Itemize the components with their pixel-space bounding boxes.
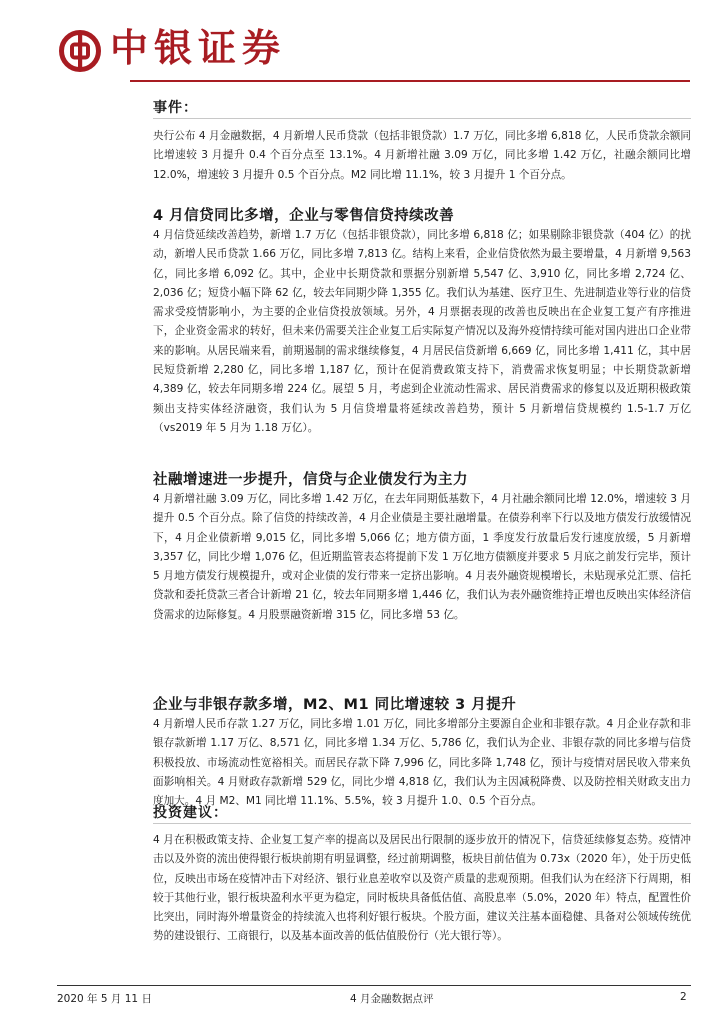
page-header (0, 0, 724, 82)
footer-divider (57, 985, 691, 986)
events-body: 央行公布 4 月金融数据，4 月新增人民币贷款（包括非银贷款）1.7 万亿，同比多增 6,818 亿，人民币贷款余额同比增速较 3 月提升 0.4 个百分点至 13.1%。4 月新增社融 3.09 万亿，同比多增 1.42 万亿，社融余额同比增 12.0%，增速较 3 月提升 0.5 个百分点。M2 同比增 11.1%，较 3 月提升 1 个百分点。 (153, 130, 691, 181)
investment-body: 4 月在积极政策支持、企业复工复产率的提高以及居民出行限制的逐步放开的情况下，信贷延续修复态势。疫情冲击以及外资的流出使得银行板块前期有明显调整，经过前期调整，板块目前估值为 0.73x（2020 年），处于历史低位，反映出市场在疫情冲击下对经济、银行业息差收窄以及资产质量的悲观预期。但我们认为在经济下行周期，相较于其他行业，银行板块盈利水平更为稳定，同时板块具备低估值、高股息率（5.0%，2020 年）特点，配置性价比突出，同时海外增量资金的持续流入也将利好银行板块。个股方面，建议关注基本面稳健、具备对公领域传统优势的建设银行、工商银行，以及基本面改善的低估值股份行（光大银行等）。 (153, 834, 691, 943)
section-heading-social-financing: 社融增速进一步提升，信贷与企业债发行为主力 (153, 472, 468, 488)
investment-heading: 投资建议： (153, 805, 228, 821)
investment-heading-rule (153, 823, 691, 824)
section-body-social-financing: 4 月新增社融 3.09 万亿，同比多增 1.42 万亿，在去年同期低基数下，4 月社融余额同比增 12.0%，增速较 3 月提升 0.5 个百分点。除了信贷的持续改善，4 月企业债是主要社融增量。在债券利率下行以及地方债发行放缓情况下，4 月企业债新增 9,015 亿，同比多增 5,066 亿；地方债方面，1 季度发行放量后发行速度放缓，5 月新增 3,357 亿，同比少增 1,076 亿，但近期监管表态将提前下发 1 万亿地方债额度并要求 5 月底之前发行完毕，预计 5 月地方债发行规模提升，或对企业债的发行带来一定挤出影响。4 月表外融资规模增长，未贴现承兑汇票、信托贷款和委托贷款三者合计新增 21 亿，较去年同期多增 1,446 亿，我们认为表外融资维持正增也反映出实体经济信贷需求的边际修复。4 月股票融资新增 315 亿，同比多增 53 亿。 (153, 493, 691, 621)
section-heading-deposits: 企业与非银存款多增，M2、M1 同比增速较 3 月提升 (153, 697, 517, 713)
events-heading: 事件： (153, 100, 198, 116)
section-body-credit: 4 月信贷延续改善趋势，新增 1.7 万亿（包括非银贷款），同比多增 6,818 亿；如果剔除非银贷款（404 亿）的扰动，新增人民币贷款 1.66 万亿，同比多增 7,813 亿。结构上来看，企业信贷依然为最主要增量，4 月新增 9,563 亿，同比多增 6,092 亿。其中，企业中长期贷款和票据分别新增 5,547 亿、3,910 亿，同比多增 2,724 亿、2,036 亿；短贷小幅下降 62 亿，较去年同期少降 1,355 亿。我们认为基建、医疗卫生、先进制造业等行业的信贷需求受疫情影响小，为主要的企业信贷投放领域。另外，4 月票据表现的改善也反映出在企业复工复产有序推进下，企业资金需求的转好，但未来仍需要关注企业复工后实际复产情况以及海外疫情持续可能对国内进出口企业带来的影响。从居民端来看，前期遏制的需求继续修复，4 月居民信贷新增 6,669 亿，同比多增 1,411 亿，其中居民短贷新增 2,280 亿，同比多增 1,187 亿，预计在促消费政策支持下，消费需求恢复明显；中长期贷款新增 4,389 亿，较去年同期多增 224 亿。展望 5 月，考虑到企业流动性需求、居民消费需求的修复以及近期积极政策频出支持实体经济融资，我们认为 5 月信贷增量将延续改善趋势，预计 5 月新增信贷规模约 1.5-1.7 万亿（vs2019 年 5 月为 1.18 万亿）。 (153, 229, 691, 434)
section-body-deposits: 4 月新增人民币存款 1.27 万亿，同比多增 1.01 万亿，同比多增部分主要源自企业和非银存款。4 月企业存款和非银存款新增 1.17 万亿、8,571 亿，同比多增 1.34 万亿、5,786 亿，我们认为企业、非银存款的同比多增与信贷积极投放、市场流动性宽裕相关。而居民存款下降 7,996 亿，同比多降 1,748 亿，预计与疫情对居民收入带来负面影响相关。4 月财政存款新增 529 亿，同比少增 4,818 亿，我们认为主因减税降费、以及防控相关财政支出力度加大。4 月 M2、M1 同比增 11.1%、5.5%，较 3 月提升 1.0、0.5 个百分点。 (153, 718, 691, 808)
events-heading-rule (153, 118, 691, 119)
header-divider (130, 80, 690, 82)
footer-report-title: 4 月金融数据点评 (350, 993, 434, 1005)
footer-date: 2020 年 5 月 11 日 (57, 993, 152, 1005)
section-heading-credit: 4 月信贷同比多增，企业与零售信贷持续改善 (153, 208, 455, 224)
page-number: 2 (680, 991, 687, 1003)
brand-name: 中银证券 (110, 25, 287, 70)
bank-of-china-logo-icon (58, 29, 102, 73)
